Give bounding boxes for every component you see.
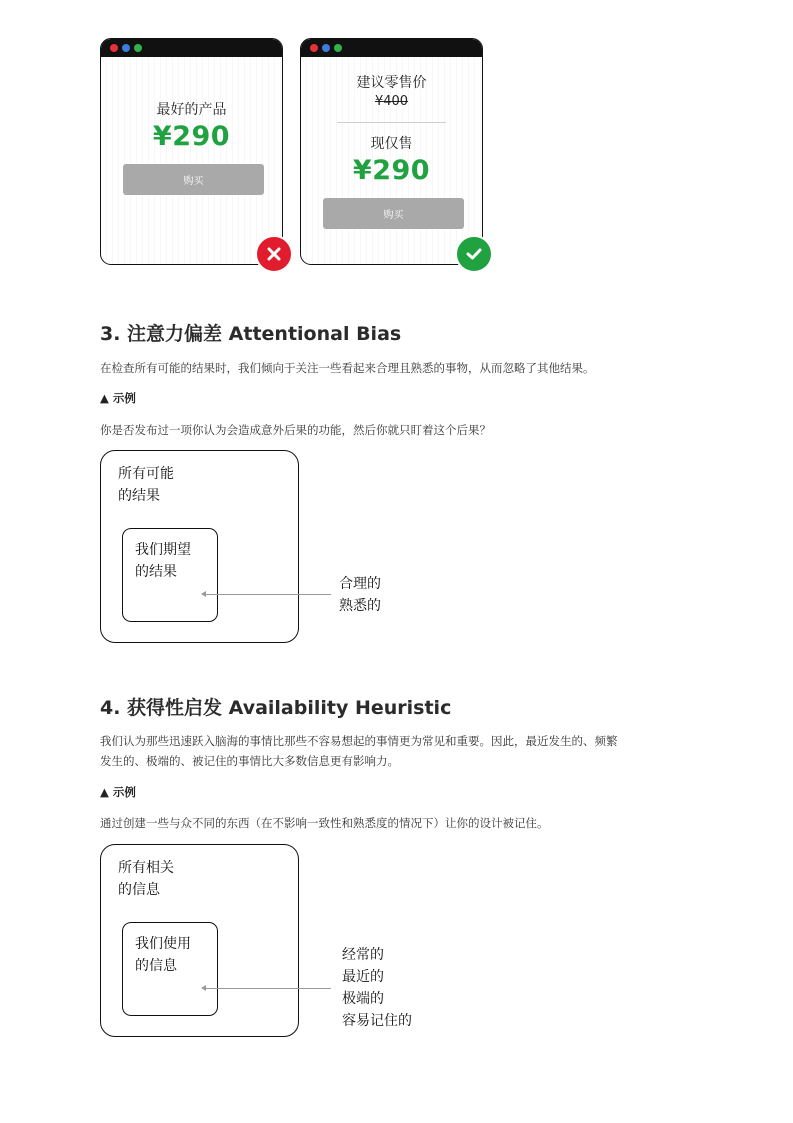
outer-set-label: 所有相关 的信息 bbox=[118, 860, 174, 898]
window-dot-red bbox=[310, 44, 318, 52]
annotation-label: 经常的 最近的 极端的 容易记住的 bbox=[342, 947, 412, 1029]
example-text: 你是否发布过一项你认为会造成意外后果的功能，然后你就只盯着这个后果？ bbox=[100, 423, 491, 437]
annotation-label: 合理的 熟悉的 bbox=[339, 576, 381, 614]
section-heading: 4. 获得性启发 Availability Heuristic bbox=[100, 697, 452, 719]
section-description-line: 我们认为那些迅速跃入脑海的事情比那些不容易想起的事情更为常见和重要。因此，最近发生的、频繁 bbox=[100, 734, 618, 748]
window-dot-green bbox=[334, 44, 342, 52]
window-dot-red bbox=[110, 44, 118, 52]
now-price-label: 现仅售 bbox=[370, 136, 413, 152]
window-title-bar bbox=[101, 39, 282, 57]
arrow-line bbox=[203, 988, 331, 989]
window-dot-blue bbox=[122, 44, 130, 52]
inner-set-label: 我们使用 的信息 bbox=[135, 936, 191, 974]
outer-set-label: 所有可能 的结果 bbox=[118, 466, 174, 504]
section-heading: 3. 注意力偏差 Attentional Bias bbox=[100, 323, 402, 345]
buy-button[interactable]: 购买 bbox=[323, 198, 464, 229]
buy-button[interactable]: 购买 bbox=[123, 164, 264, 195]
arrow-line bbox=[203, 594, 331, 595]
example-label: ▲ 示例 bbox=[100, 391, 136, 405]
example-label: ▲ 示例 bbox=[100, 785, 136, 799]
price-divider bbox=[337, 122, 446, 123]
product-price: ¥290 bbox=[152, 121, 231, 152]
check-icon bbox=[455, 235, 493, 273]
original-price: ¥400 bbox=[374, 94, 409, 109]
window-dot-blue bbox=[322, 44, 330, 52]
section-description-line: 发生的、极端的、被记住的事情比大多数信息更有影响力。 bbox=[100, 754, 399, 768]
inner-set-label: 我们期望 的结果 bbox=[135, 542, 191, 580]
product-card-anchored bbox=[300, 38, 483, 265]
original-price-label: 建议零售价 bbox=[356, 75, 427, 91]
product-label: 最好的产品 bbox=[156, 102, 227, 118]
wrong-icon bbox=[255, 235, 293, 273]
section-description: 在检查所有可能的结果时，我们倾向于关注一些看起来合理且熟悉的事物，从而忽略了其他结果。 bbox=[100, 361, 595, 375]
window-dot-green bbox=[134, 44, 142, 52]
product-card-plain bbox=[100, 38, 283, 265]
example-text: 通过创建一些与众不同的东西（在不影响一致性和熟悉度的情况下）让你的设计被记住。 bbox=[100, 816, 549, 830]
arrow-left-icon bbox=[201, 985, 206, 991]
product-price: ¥290 bbox=[352, 155, 431, 186]
arrow-left-icon bbox=[201, 591, 206, 597]
window-title-bar bbox=[301, 39, 482, 57]
